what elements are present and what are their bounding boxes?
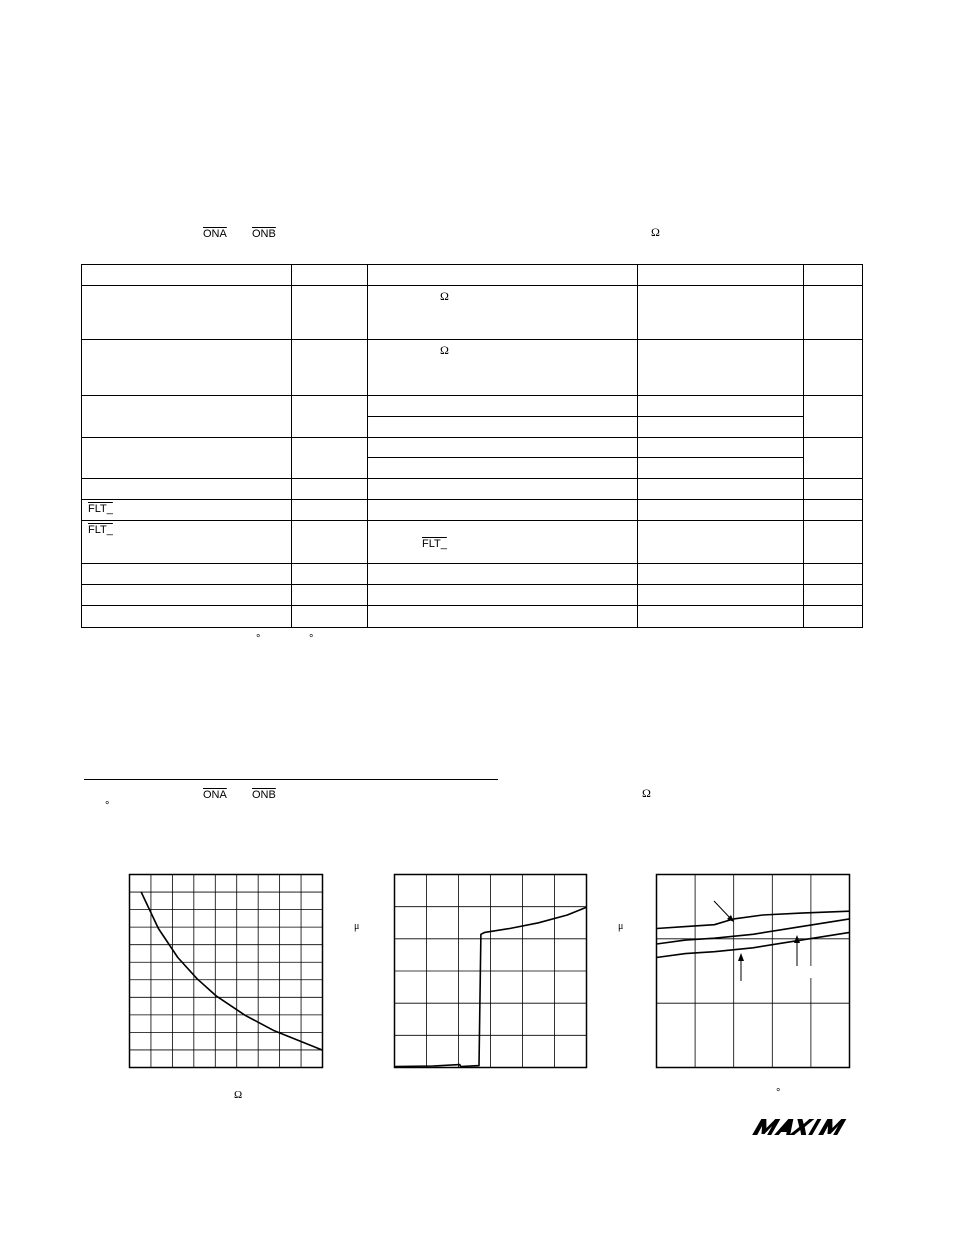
table-cell xyxy=(804,606,863,628)
table-cell xyxy=(82,564,292,585)
table-cell xyxy=(292,286,368,340)
flt-signal-label: FLT_ xyxy=(88,524,113,536)
table-cell xyxy=(82,340,292,396)
table-cell xyxy=(292,500,368,521)
table-cell xyxy=(368,500,638,521)
table-cell xyxy=(804,286,863,340)
table-row xyxy=(82,521,863,564)
table-cell xyxy=(638,286,804,340)
table-cell xyxy=(804,396,863,438)
table-cell xyxy=(368,521,638,564)
table-cell xyxy=(368,417,638,438)
table-cell xyxy=(82,265,292,286)
degree-symbol: ° xyxy=(256,633,261,645)
table-cell xyxy=(368,585,638,606)
chart-2-ylabel: μ xyxy=(354,921,360,932)
ohm-symbol: Ω xyxy=(642,786,651,800)
table-row xyxy=(82,585,863,606)
ohm-symbol: Ω xyxy=(440,289,449,303)
table-cell xyxy=(638,564,804,585)
maxim-logo xyxy=(752,1117,862,1137)
table-cell xyxy=(292,585,368,606)
series-line-1 xyxy=(141,892,322,1050)
chart-3-xlabel: ° xyxy=(776,1087,781,1099)
table-cell xyxy=(368,340,638,396)
ohm-symbol: Ω xyxy=(651,225,660,239)
table-cell xyxy=(638,265,804,286)
table-cell xyxy=(368,458,638,479)
table-cell xyxy=(804,500,863,521)
table-cell xyxy=(82,500,292,521)
table-cell xyxy=(804,585,863,606)
table-cell xyxy=(368,479,638,500)
chart-1 xyxy=(128,873,324,1069)
table-cell xyxy=(638,396,804,417)
annotation-mask xyxy=(782,966,828,978)
table-cell xyxy=(804,479,863,500)
table-cell xyxy=(82,438,292,479)
electrical-characteristics-table xyxy=(81,264,863,628)
table-cell xyxy=(804,564,863,585)
degree-symbol: ° xyxy=(309,633,314,645)
table-row xyxy=(82,396,863,417)
table-cell xyxy=(638,479,804,500)
signal-onb: $\overline{ONB}$ xyxy=(252,228,276,240)
table-cell xyxy=(804,521,863,564)
table-cell xyxy=(638,521,804,564)
signal-ona: $\overline{ONA}$ xyxy=(203,789,227,801)
table-cell xyxy=(368,286,638,340)
table-cell xyxy=(804,438,863,479)
table-cell xyxy=(804,340,863,396)
table-row xyxy=(82,286,863,340)
signal-onb: $\overline{ONB}$ xyxy=(252,789,276,801)
chart-2 xyxy=(393,873,588,1069)
table-cell xyxy=(82,585,292,606)
table-cell xyxy=(292,479,368,500)
chart-1-xlabel: Ω xyxy=(234,1089,243,1101)
flt-signal-label: FLT_ xyxy=(422,538,447,550)
table-row xyxy=(82,479,863,500)
table-cell xyxy=(82,286,292,340)
table-header-row xyxy=(82,265,863,286)
arrowhead-icon xyxy=(794,935,800,943)
table-cell xyxy=(368,396,638,417)
table-cell xyxy=(368,606,638,628)
table-cell xyxy=(368,438,638,458)
table-cell xyxy=(292,606,368,628)
table-cell xyxy=(368,265,638,286)
table-cell xyxy=(292,564,368,585)
table-row xyxy=(82,340,863,396)
table-cell xyxy=(638,340,804,396)
table-cell xyxy=(638,585,804,606)
table-cell xyxy=(82,521,292,564)
chart-3-ylabel: μ xyxy=(618,921,624,932)
chart-2-plot xyxy=(393,873,588,1069)
table-row xyxy=(82,500,863,521)
chart-3-annotations xyxy=(700,895,830,985)
table-cell xyxy=(82,606,292,628)
arrowhead-icon xyxy=(738,953,744,961)
table-cell xyxy=(292,438,368,479)
table-cell xyxy=(292,396,368,438)
signal-ona: $\overline{ONA}$ xyxy=(203,228,227,240)
table-cell xyxy=(82,396,292,438)
table-cell xyxy=(638,417,804,438)
chart-1-plot xyxy=(128,873,324,1069)
table-cell xyxy=(292,265,368,286)
table-cell xyxy=(82,479,292,500)
ohm-symbol: Ω xyxy=(440,343,449,357)
table-cell xyxy=(292,521,368,564)
table-cell xyxy=(368,564,638,585)
table-row xyxy=(82,564,863,585)
section-rule xyxy=(84,779,498,780)
table-row xyxy=(82,438,863,458)
table-cell xyxy=(804,265,863,286)
table-row xyxy=(82,606,863,628)
table-cell xyxy=(638,500,804,521)
table-cell xyxy=(638,606,804,628)
table-cell xyxy=(638,438,804,458)
degree-symbol: ° xyxy=(105,800,110,812)
flt-signal-label: FLT_ xyxy=(88,503,113,515)
maxim-logo-icon xyxy=(752,1117,862,1137)
table-cell xyxy=(638,458,804,479)
table-cell xyxy=(292,340,368,396)
